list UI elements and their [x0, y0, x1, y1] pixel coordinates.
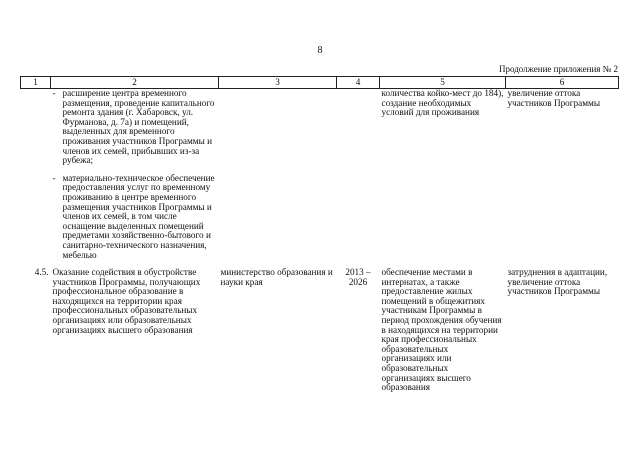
- continuation-activity-cell: [51, 89, 219, 269]
- table-row: [21, 268, 619, 393]
- item-title: Оказание содействия в обустройстве участников Программы, получающих профессиональное образование в находящихся на территории края профессиональных образовательных организациях или образовательных организациях высшего образования: [52, 267, 201, 335]
- column-header-6: 6: [506, 77, 619, 89]
- continuation-result-cell: количества койко-мест до 184), создание необходимых условий для проживания: [381, 88, 504, 118]
- item-risk: затруднения в адаптации, увеличение оттока участников Программы: [507, 267, 608, 297]
- bullet-text: расширение центра временного размещения, проведение капитального ремонта здания (г. Хабаровск, ул. Фурманова, д. 7а) и помещений, выделенных для временного проживания участников Программы и членов их семей, прибывших из-за рубежа;: [62, 88, 215, 166]
- bullet-dash: -: [52, 172, 56, 183]
- column-header-5: 5: [380, 77, 506, 89]
- header-row: [21, 77, 619, 89]
- continuation-executor-cell: [219, 89, 337, 269]
- column-header-2: 2: [51, 77, 219, 89]
- item-years: 2013 – 2026: [345, 267, 371, 287]
- continuation-risk-cell: увеличение оттока участников Программы: [507, 88, 601, 108]
- column-header-3: 3: [219, 77, 337, 89]
- continuation-years-cell: [337, 89, 380, 269]
- column-header-1: 1: [21, 77, 51, 89]
- bullet-dash: -: [52, 88, 56, 98]
- item-result: обеспечение местами в интернатах, а также предоставление жилых помещений в общежитиях участникам Программы в период прохождения обучения в находящихся на территории края профессиональных образовательных организациях или образовательных организациях высшего образования: [381, 267, 502, 393]
- bullet-item: [53, 89, 217, 166]
- item-number: 4.5.: [34, 267, 49, 278]
- bullet-text: материально-техническое обеспечение предоставления услуг по временному проживанию в центре временного размещения участников Программы и членов их семей, в том числе оснащение выделенных помещений предметами хозяйственно-бытового и санитарно-технического назначения, мебелью: [62, 172, 215, 260]
- appendix-note: Продолжение приложения № 2: [498, 64, 618, 74]
- continuation-number-cell: [21, 89, 51, 269]
- program-table: [20, 76, 619, 393]
- column-header-4: 4: [337, 77, 380, 89]
- bullet-item: [53, 174, 217, 260]
- item-executor: министерство образования и науки края: [220, 267, 333, 287]
- continuation-row: [21, 89, 619, 269]
- page-number: 8: [317, 45, 323, 56]
